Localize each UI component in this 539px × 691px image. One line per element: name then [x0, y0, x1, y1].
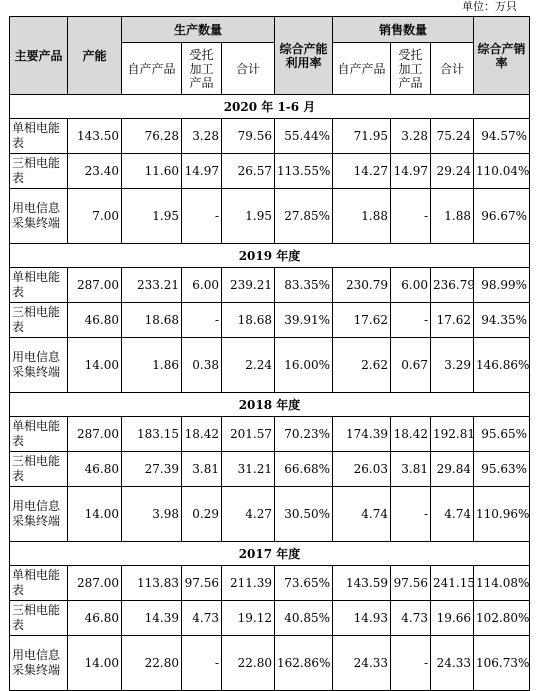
- table-cell: 18.68: [222, 303, 275, 338]
- table-cell: 3.81: [182, 452, 222, 487]
- product-name: 用电信息采集终端: [10, 487, 68, 542]
- product-name: 单相电能表: [10, 268, 68, 303]
- table-cell: 146.86%: [474, 338, 530, 393]
- table-cell: 143.59: [333, 566, 391, 601]
- table-cell: 183.15: [122, 417, 182, 452]
- table-row: [10, 268, 530, 303]
- table-cell: 241.15: [431, 566, 474, 601]
- table-row: [10, 636, 530, 691]
- header-production: 生产数量: [122, 17, 275, 43]
- table-cell: 287.00: [68, 566, 122, 601]
- table-cell: 201.57: [222, 417, 275, 452]
- table-cell: 18.42: [391, 417, 431, 452]
- table-cell: 239.21: [222, 268, 275, 303]
- header-capacity: 产能: [68, 17, 122, 95]
- table-cell: 4.73: [391, 601, 431, 636]
- product-name: 单相电能表: [10, 119, 68, 154]
- table-cell: 287.00: [68, 417, 122, 452]
- section-title: 2018 年度: [10, 393, 530, 417]
- product-name: 单相电能表: [10, 566, 68, 601]
- table-cell: 18.68: [122, 303, 182, 338]
- table-row: [10, 303, 530, 338]
- table-body: [10, 95, 530, 691]
- product-name: 三相电能表: [10, 452, 68, 487]
- section-title: 2020 年 1-6 月: [10, 95, 530, 119]
- table-cell: 3.28: [182, 119, 222, 154]
- table-cell: 3.98: [122, 487, 182, 542]
- header-sales-rate: 综合产销率: [474, 17, 530, 95]
- product-name: 三相电能表: [10, 154, 68, 189]
- section-row: [10, 393, 530, 417]
- table-cell: 71.95: [333, 119, 391, 154]
- table-cell: 94.57%: [474, 119, 530, 154]
- product-name: 用电信息采集终端: [10, 189, 68, 244]
- table-cell: 211.39: [222, 566, 275, 601]
- table-cell: 30.50%: [275, 487, 333, 542]
- table-cell: 143.50: [68, 119, 122, 154]
- table-row: [10, 189, 530, 244]
- table-cell: 27.85%: [275, 189, 333, 244]
- table-cell: 76.28: [122, 119, 182, 154]
- table-cell: 17.62: [431, 303, 474, 338]
- table-cell: 22.80: [222, 636, 275, 691]
- table-cell: 113.83: [122, 566, 182, 601]
- product-name: 三相电能表: [10, 601, 68, 636]
- table-cell: 14.00: [68, 487, 122, 542]
- table-cell: -: [391, 636, 431, 691]
- product-name: 三相电能表: [10, 303, 68, 338]
- table-cell: 2.24: [222, 338, 275, 393]
- table-cell: 29.24: [431, 154, 474, 189]
- section-row: [10, 95, 530, 119]
- table-cell: 97.56: [391, 566, 431, 601]
- table-cell: 14.00: [68, 636, 122, 691]
- table-cell: 18.42: [182, 417, 222, 452]
- table-cell: 1.88: [333, 189, 391, 244]
- table-cell: 110.96%: [474, 487, 530, 542]
- section-row: [10, 244, 530, 268]
- table-cell: 26.03: [333, 452, 391, 487]
- table-cell: 46.80: [68, 601, 122, 636]
- table-cell: 110.04%: [474, 154, 530, 189]
- table-cell: 23.40: [68, 154, 122, 189]
- table-cell: 24.33: [333, 636, 391, 691]
- table-cell: 40.85%: [275, 601, 333, 636]
- table-cell: 55.44%: [275, 119, 333, 154]
- table-cell: 39.91%: [275, 303, 333, 338]
- table-cell: 95.63%: [474, 452, 530, 487]
- table-cell: 236.79: [431, 268, 474, 303]
- table-cell: 11.60: [122, 154, 182, 189]
- table-cell: 4.74: [333, 487, 391, 542]
- table-cell: 83.35%: [275, 268, 333, 303]
- table-cell: 95.65%: [474, 417, 530, 452]
- table-cell: -: [182, 303, 222, 338]
- header-self-produced: 自产产品: [122, 43, 182, 95]
- table-cell: 0.67: [391, 338, 431, 393]
- section-title: 2019 年度: [10, 244, 530, 268]
- table-row: [10, 338, 530, 393]
- table-cell: 0.29: [182, 487, 222, 542]
- table-cell: 0.38: [182, 338, 222, 393]
- table-cell: 3.81: [391, 452, 431, 487]
- table-cell: 113.55%: [275, 154, 333, 189]
- table-cell: 14.97: [391, 154, 431, 189]
- table-cell: 14.27: [333, 154, 391, 189]
- product-name: 单相电能表: [10, 417, 68, 452]
- table-cell: 106.73%: [474, 636, 530, 691]
- table-cell: 6.00: [391, 268, 431, 303]
- table-cell: 96.67%: [474, 189, 530, 244]
- table-cell: 22.80: [122, 636, 182, 691]
- table-row: [10, 417, 530, 452]
- table-cell: 1.86: [122, 338, 182, 393]
- table-cell: 4.74: [431, 487, 474, 542]
- header-utilization: 综合产能利用率: [275, 17, 333, 95]
- table-row: [10, 119, 530, 154]
- table-cell: 31.21: [222, 452, 275, 487]
- header-sales-contracted: 受托加工产品: [391, 43, 431, 95]
- header-sales-total: 合计: [431, 43, 474, 95]
- table-cell: 26.57: [222, 154, 275, 189]
- table-cell: 29.84: [431, 452, 474, 487]
- table-cell: 14.93: [333, 601, 391, 636]
- header-sales-self: 自产产品: [333, 43, 391, 95]
- table-cell: 70.23%: [275, 417, 333, 452]
- table-cell: 75.24: [431, 119, 474, 154]
- table-cell: 94.35%: [474, 303, 530, 338]
- table-cell: 233.21: [122, 268, 182, 303]
- table-cell: 230.79: [333, 268, 391, 303]
- table-cell: 192.81: [431, 417, 474, 452]
- table-cell: 4.73: [182, 601, 222, 636]
- table-cell: 16.00%: [275, 338, 333, 393]
- table-cell: 14.00: [68, 338, 122, 393]
- table-cell: 1.88: [431, 189, 474, 244]
- capacity-sales-table: [9, 16, 530, 691]
- table-cell: 2.62: [333, 338, 391, 393]
- table-cell: 97.56: [182, 566, 222, 601]
- table-cell: 1.95: [222, 189, 275, 244]
- table-cell: 174.39: [333, 417, 391, 452]
- table-cell: 24.33: [431, 636, 474, 691]
- product-name: 用电信息采集终端: [10, 636, 68, 691]
- table-row: [10, 452, 530, 487]
- table-cell: 114.08%: [474, 566, 530, 601]
- table-cell: 66.68%: [275, 452, 333, 487]
- table-row: [10, 566, 530, 601]
- table-cell: 98.99%: [474, 268, 530, 303]
- table-cell: 162.86%: [275, 636, 333, 691]
- table-cell: -: [391, 487, 431, 542]
- table-cell: 79.56: [222, 119, 275, 154]
- table-cell: -: [391, 189, 431, 244]
- header-total: 合计: [222, 43, 275, 95]
- table-cell: 19.66: [431, 601, 474, 636]
- header-contracted: 受托加工产品: [182, 43, 222, 95]
- table-cell: 6.00: [182, 268, 222, 303]
- table-cell: -: [182, 636, 222, 691]
- table-cell: 46.80: [68, 452, 122, 487]
- table-cell: 17.62: [333, 303, 391, 338]
- table-cell: 102.80%: [474, 601, 530, 636]
- table-cell: 14.97: [182, 154, 222, 189]
- table-cell: -: [182, 189, 222, 244]
- table-cell: 4.27: [222, 487, 275, 542]
- header-product: 主要产品: [10, 17, 68, 95]
- table-cell: 46.80: [68, 303, 122, 338]
- section-title: 2017 年度: [10, 542, 530, 566]
- table-cell: 7.00: [68, 189, 122, 244]
- table-cell: 19.12: [222, 601, 275, 636]
- table-cell: 14.39: [122, 601, 182, 636]
- header-sales: 销售数量: [333, 17, 474, 43]
- table-cell: -: [391, 303, 431, 338]
- table-row: [10, 601, 530, 636]
- table-cell: 1.95: [122, 189, 182, 244]
- table-row: [10, 154, 530, 189]
- unit-label: 单位：万只: [462, 0, 517, 13]
- table-cell: 73.65%: [275, 566, 333, 601]
- table-cell: 3.28: [391, 119, 431, 154]
- table-cell: 3.29: [431, 338, 474, 393]
- table-cell: 27.39: [122, 452, 182, 487]
- product-name: 用电信息采集终端: [10, 338, 68, 393]
- table-cell: 287.00: [68, 268, 122, 303]
- table-row: [10, 487, 530, 542]
- section-row: [10, 542, 530, 566]
